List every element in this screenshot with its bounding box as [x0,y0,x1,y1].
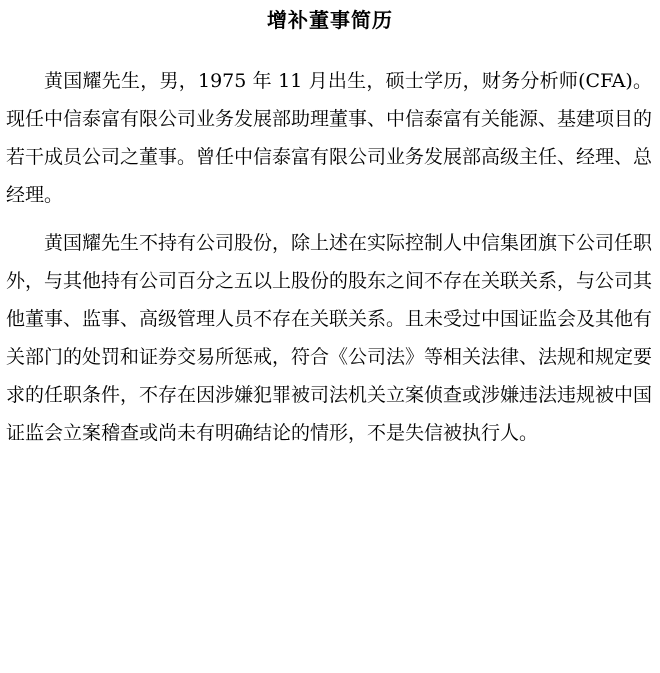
paragraph-background: 黄国耀先生，男，1975 年 11 月出生，硕士学历，财务分析师(CFA)。现任中信泰富有限公司业务发展部助理董事、中信泰富有关能源、基建项目的若干成员公司之董事。曾任中信泰富有限公司业务发展部高级主任、经理、总经理。 [6,70,653,206]
document-body [6,62,652,462]
document-title: 增补董事简历 [267,8,393,32]
paragraph-disclosure: 黄国耀先生不持有公司股份，除上述在实际控制人中信集团旗下公司任职外，与其他持有公司百分之五以上股份的股东之间不存在关联关系，与公司其他董事、监事、高级管理人员不存在关联关系。且未受过中国证监会及其他有关部门的处罚和证券交易所惩戒，符合《公司法》等相关法律、法规和规定要求的任职条件，不存在因涉嫌犯罪被司法机关立案侦查或涉嫌违法违规被中国证监会立案稽查或尚未有明确结论的情形，不是失信被执行人。 [6,232,653,444]
